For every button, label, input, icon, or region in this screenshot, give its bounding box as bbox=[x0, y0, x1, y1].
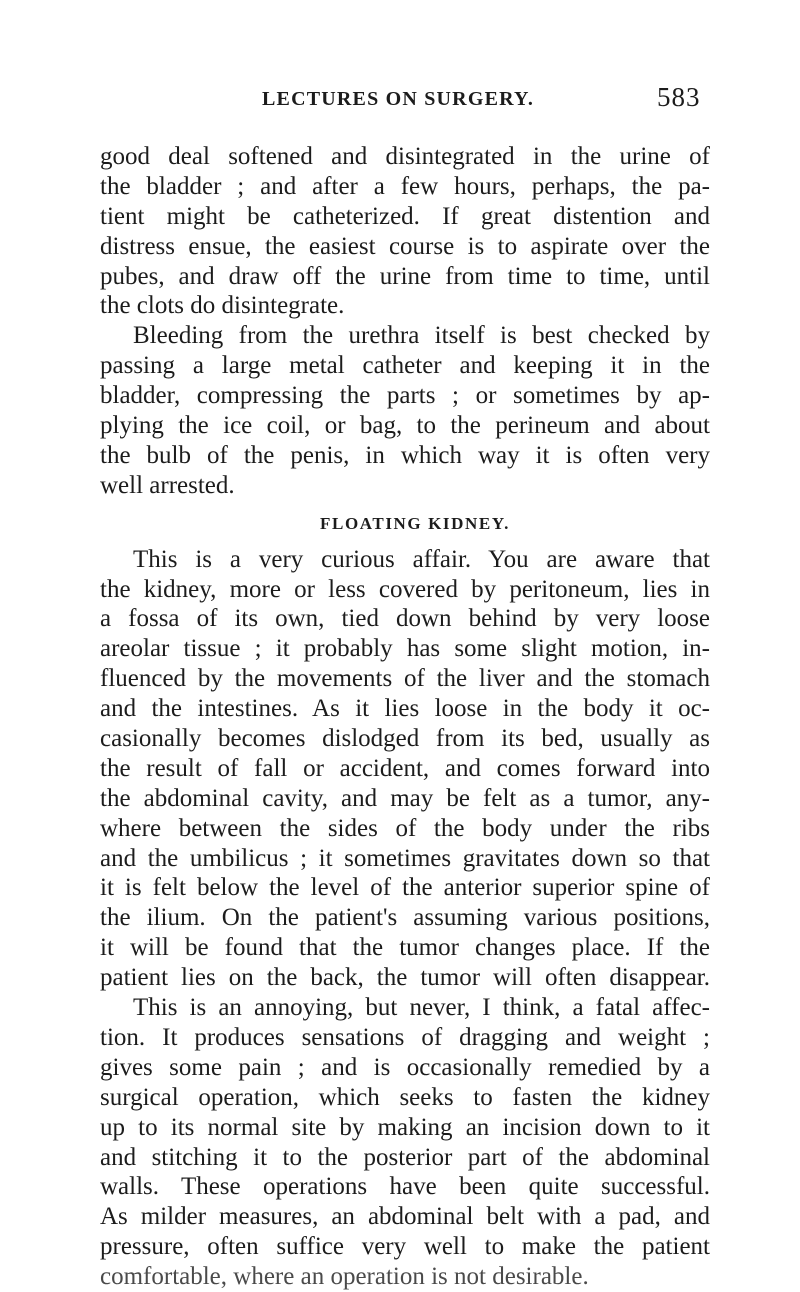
section-heading-text: FLOATING KIDNEY. bbox=[320, 513, 510, 533]
text-line: patient lies on the back, the tumor will often disappear. bbox=[100, 964, 710, 992]
text-line: tion. It produces sensations of dragging and weight ; bbox=[100, 1023, 710, 1051]
text-line: and the umbilicus ; it sometimes gravitates down so that bbox=[100, 844, 710, 872]
text-line: bladder, compressing the parts ; or sometimes by ap- bbox=[100, 382, 710, 410]
text-line: the clots do disintegrate. bbox=[100, 292, 345, 320]
text-line: the ilium. On the patient's assuming various positions, bbox=[100, 904, 710, 932]
text-line: good deal softened and disintegrated in the urine of bbox=[100, 143, 710, 170]
text-line: it will be found that the tumor changes place. If the bbox=[100, 934, 710, 962]
text-line: and the intestines. As it lies loose in the body it oc- bbox=[100, 695, 710, 723]
paragraph-urethra-bleeding bbox=[100, 321, 710, 500]
text-line: well arrested. bbox=[100, 471, 235, 499]
body-text bbox=[100, 142, 710, 1292]
text-line: and stitching it to the posterior part of the abdominal bbox=[100, 1143, 710, 1171]
text-line: fluenced by the movements of the liver and the stomach bbox=[100, 665, 710, 693]
text-line: plying the ice coil, or bag, to the perineum and about bbox=[100, 412, 710, 440]
text-line: gives some pain ; and is occasionally remedied by a bbox=[100, 1053, 710, 1081]
text-line: comfortable, where an operation is not desirable. bbox=[100, 1263, 589, 1291]
text-line: the bulb of the penis, in which way it is often very bbox=[100, 441, 710, 469]
text-line: passing a large metal catheter and keeping it in the bbox=[100, 352, 710, 380]
text-line: surgical operation, which seeks to fasten the kidney bbox=[100, 1083, 710, 1111]
text-line: walls. These operations have been quite successful. bbox=[100, 1173, 710, 1201]
text-line: pubes, and draw off the urine from time to time, until bbox=[100, 262, 710, 290]
text-line: where between the sides of the body under the ribs bbox=[100, 814, 710, 842]
text-line: This is an annoying, but never, I think, a fatal affec- bbox=[133, 994, 710, 1022]
text-line: pressure, often suffice very well to make the patient bbox=[100, 1233, 710, 1261]
text-line: tient might be catheterized. If great distention and bbox=[100, 202, 710, 230]
text-line: it is felt below the level of the anterior superior spine of bbox=[100, 874, 710, 902]
text-line: the abdominal cavity, and may be felt as a tumor, any- bbox=[100, 784, 710, 812]
text-line: areolar tissue ; it probably has some slight motion, in- bbox=[100, 635, 710, 663]
text-line: Bleeding from the urethra itself is best checked by bbox=[133, 322, 710, 350]
paragraph-continued bbox=[100, 142, 710, 321]
text-line: the result of fall or accident, and comes forward into bbox=[100, 754, 710, 782]
text-line: up to its normal site by making an incision down to it bbox=[100, 1113, 710, 1141]
text-line: casionally becomes dislodged from its bed, usually as bbox=[100, 725, 710, 753]
text-line: distress ensue, the easiest course is to aspirate over the bbox=[100, 232, 710, 260]
text-line: a fossa of its own, tied down behind by very loose bbox=[100, 605, 710, 633]
running-title: LECTURES ON SURGERY. bbox=[262, 88, 535, 110]
text-line: As milder measures, an abdominal belt with a pad, and bbox=[100, 1203, 710, 1231]
text-line: the bladder ; and after a few hours, perhaps, the pa- bbox=[100, 172, 710, 200]
text-line: This is a very curious affair. You are aware that bbox=[133, 545, 710, 573]
running-head bbox=[0, 82, 800, 118]
section-heading bbox=[100, 501, 710, 545]
page-number: 583 bbox=[657, 82, 701, 112]
text-line: the kidney, more or less covered by peritoneum, lies in bbox=[100, 575, 710, 603]
paragraph-floating-kidney bbox=[100, 545, 710, 1292]
